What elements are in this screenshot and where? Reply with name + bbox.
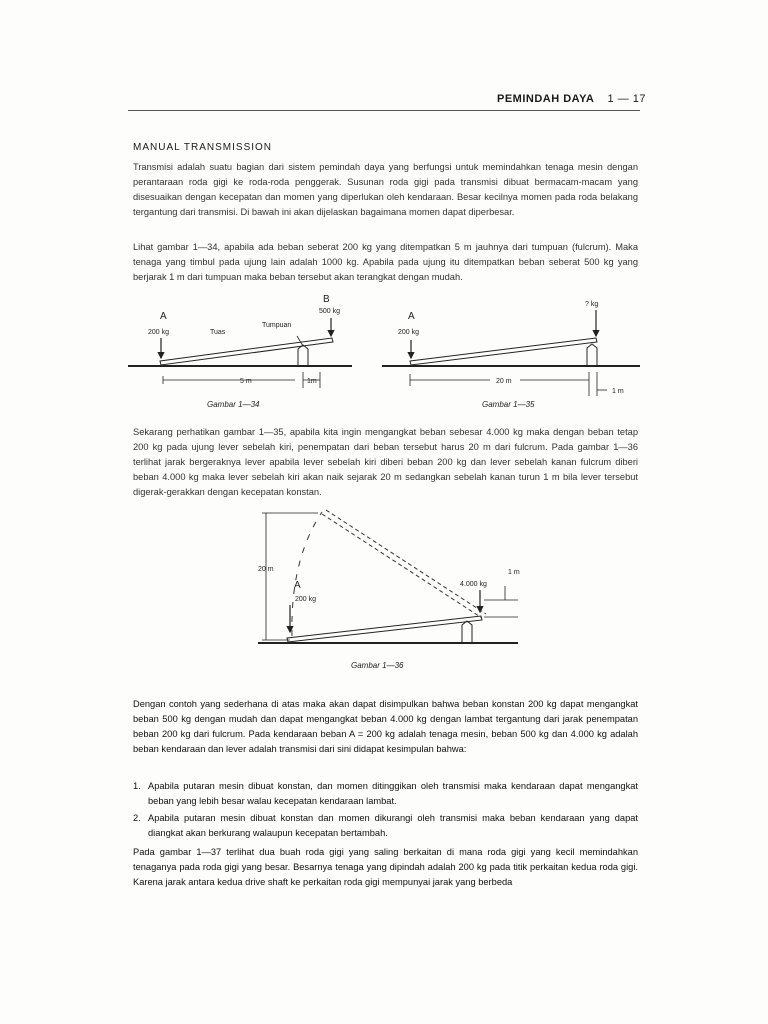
list-number: 1. [133, 781, 141, 791]
label-a: A [294, 580, 301, 591]
section-title: MANUAL TRANSMISSION [133, 142, 273, 153]
lever-bar [410, 338, 597, 365]
label-b: B [323, 294, 330, 305]
load-b-label: 500 kg [319, 308, 341, 315]
load-b-label: ? kg [585, 301, 599, 308]
paragraph-fig35-36: Sekarang perhatikan gambar 1—35, apabila kita ingin mengangkat beban sebesar 4.000 kg maka dengan beban tetap 200 kg pada ujung lever sebelah kiri, penempatan dari beban tersebut harus 20 m dari fulcrum. Pada gambar 1—36 terlihat jarak bergeraknya lever apabila lever sebelah kiri diberi beban 200 kg dan lever sebelah kanan fulcrum diberi beban 4.000 kg maka lever sebelah kiri akan naik sejarak 20 m sedangkan sebelah kanan turun 1 m bila lever tersebut digerak-gerakkan dengan kecepatan konstan. [133, 427, 638, 497]
fulcrum [462, 621, 472, 643]
load-a-label: 200 kg [148, 329, 170, 336]
figure-1-35 [382, 301, 640, 409]
list-text: Apabila putaran mesin dibuat konstan, dan momen ditinggikan oleh transmisi maka kendaraan dapat mengangkat beban yang lebih besar walau kecepatan kendaraan lambat. [148, 781, 638, 806]
drop-label: 1 m [508, 569, 520, 576]
page-number: 1 — 17 [607, 93, 646, 105]
paragraph-intro: Transmisi adalah suatu bagian dari sistem pemindah daya yang berfungsi untuk memindahkan tenaga mesin dengan perantaraan roda gigi ke roda-roda penggerak. Susunan roda gigi pada transmisi dibuat bermacam-macam yang disesuaikan dengan kecepatan dan momen yang diperlukan oleh kendaraan. Besar kecilnya momen pada roda belakang tergantung dari transmisi. Di bawah ini akan dijelaskan bagaimana momen dapat diperbesar. [133, 162, 638, 217]
figure-1-34 [128, 294, 352, 409]
header-title: PEMINDAH DAYA [497, 93, 594, 105]
figure-1-36 [258, 510, 520, 670]
raised-lever [322, 514, 482, 618]
fulcrum-label: Tumpuan [262, 322, 292, 329]
lever-bar [287, 616, 482, 642]
label-a: A [160, 311, 167, 322]
lever-label: Tuas [210, 329, 226, 336]
distance-long: 5 m [240, 378, 252, 385]
arc-path [292, 512, 322, 636]
paragraph-conclusion: Dengan contoh yang sederhana di atas maka akan dapat disimpulkan bahwa beban konstan 200 kg dapat mengangkat beban 500 kg dengan mudah dan dapat mengangkat beban 4.000 kg dengan lambat tergantung dari jarak penempatan beban 200 kg dari fulcrum. Pada kendaraan beban A = 200 kg adalah tenaga mesin, beban 500 kg dan 4.000 kg adalah beban kendaraan dan lever adalah transmisi dari sini didapat kesimpulan bahwa: [133, 699, 638, 754]
figure-caption: Gambar 1—35 [482, 400, 535, 409]
rise-label: 20 m [258, 566, 274, 573]
figure-caption: Gambar 1—34 [207, 400, 260, 409]
load-b-label: 4.000 kg [460, 581, 487, 588]
list-number: 2. [133, 813, 141, 823]
list-text: Apabila putaran mesin dibuat konstan dan momen dikurangi oleh transmisi maka beban kendaraan yang dapat diangkat akan berkurang walaupun kecepatan bertambah. [148, 813, 638, 838]
figure-caption: Gambar 1—36 [351, 661, 404, 670]
load-a-label: 200 kg [295, 596, 317, 603]
paragraph-fig34: Lihat gambar 1—34, apabila ada beban seberat 200 kg yang ditempatkan 5 m jauhnya dari tumpuan (fulcrum). Maka tenaga yang timbul pada ujung lain adalah 1000 kg. Apabila pada ujung itu ditempatkan beban seberat 500 kg yang berjarak 1 m dari tumpuan maka beban tersebut akan terangkat dengan mudah. [133, 242, 638, 282]
distance-short: 1 m [612, 388, 624, 395]
load-a-label: 200 kg [398, 329, 420, 336]
lever-bar [160, 338, 333, 365]
fulcrum-leader [297, 336, 303, 346]
distance-long: 20 m [496, 378, 512, 385]
paragraph-fig37: Pada gambar 1—37 terlihat dua buah roda gigi yang saling berkaitan di mana roda gigi yang kecil memindahkan tenaganya pada roda gigi yang besar. Besarnya tenaga yang dipindah adalah 200 kg pada titik perkaitan kedua roda gigi. Karena jarak antara kedua drive shaft ke perkaitan roda gigi mempunyai jarak yang berbeda [133, 847, 638, 887]
fulcrum [587, 344, 597, 366]
label-a: A [408, 311, 415, 322]
fulcrum [298, 345, 308, 366]
distance-short: 1m [307, 378, 317, 385]
